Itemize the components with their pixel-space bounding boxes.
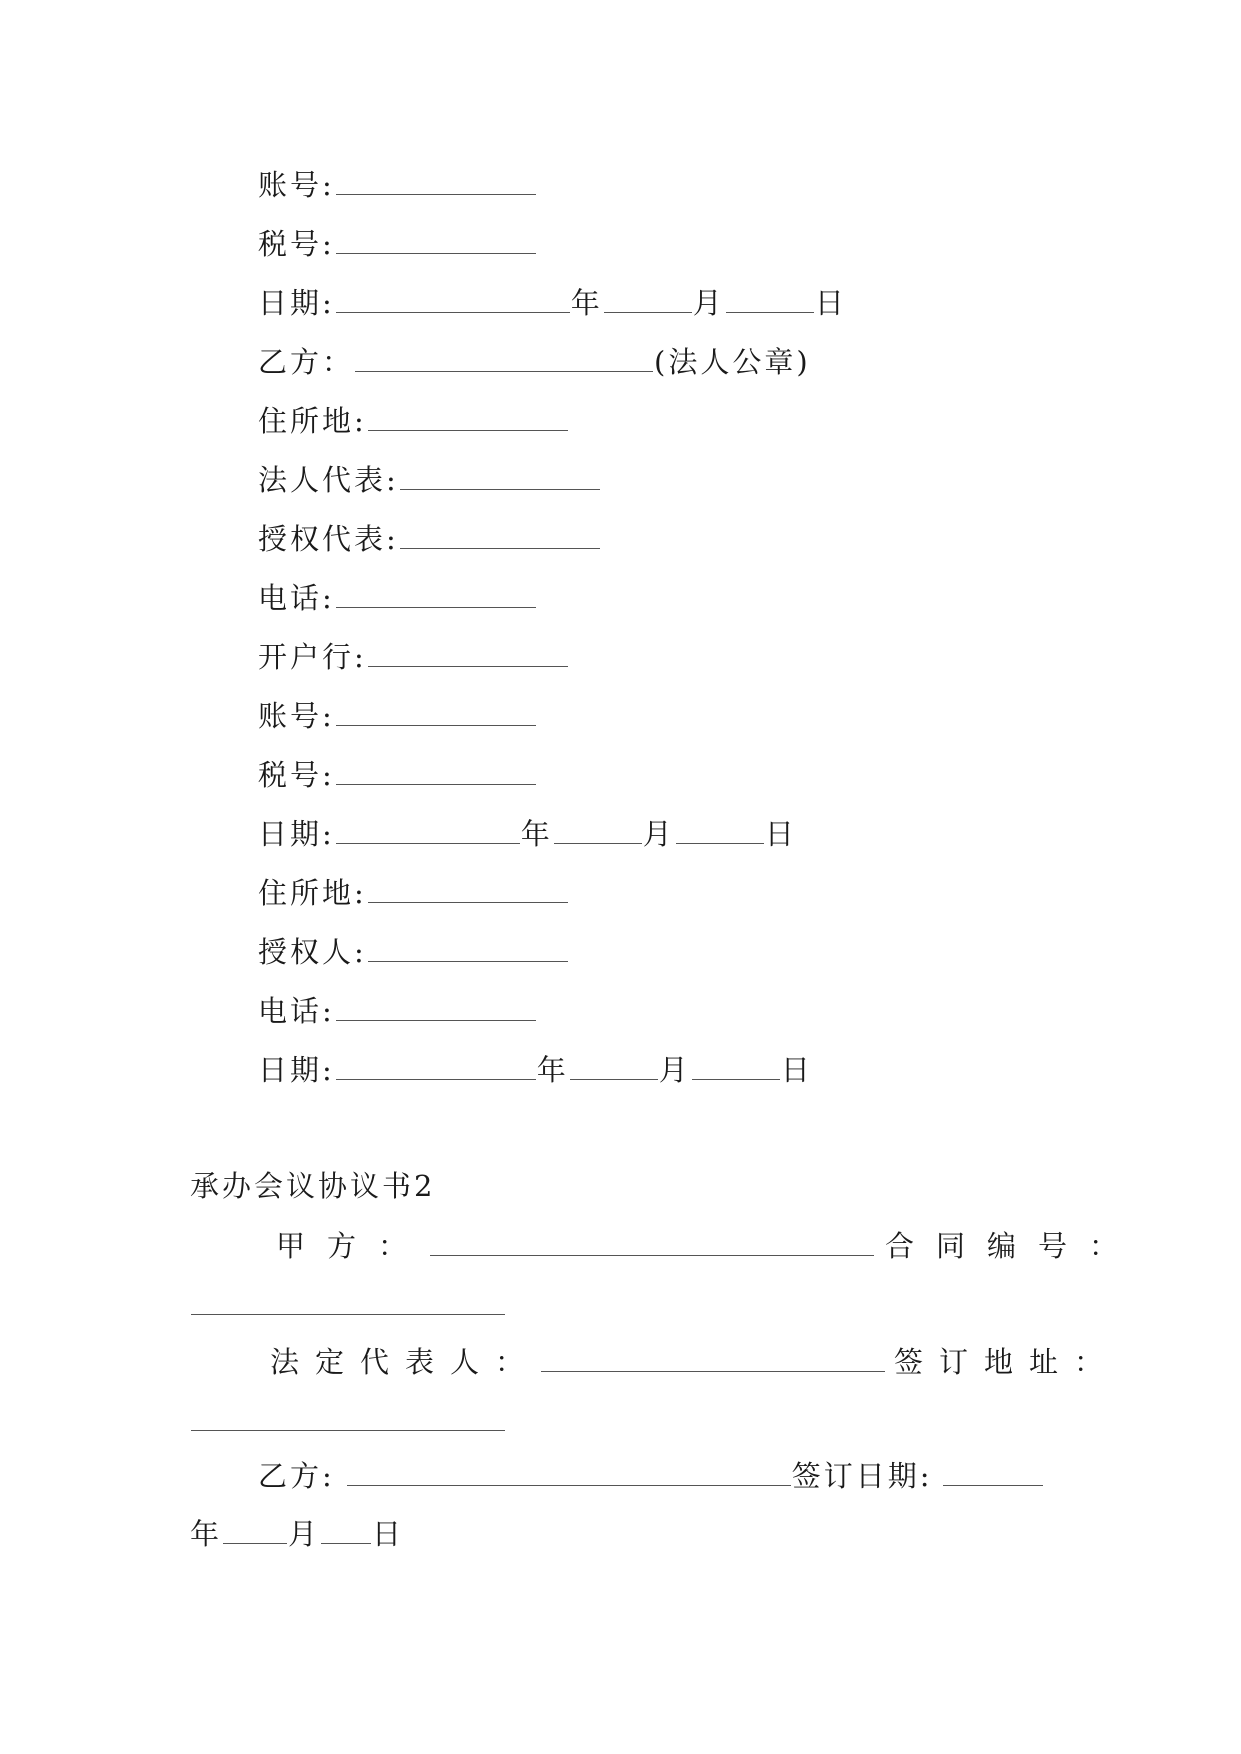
phone-label: 电话: (258, 581, 335, 615)
party-a-date-row (258, 283, 847, 323)
party-b-label: 乙方： (258, 345, 355, 379)
day-blank[interactable] (321, 1517, 371, 1544)
address-blank[interactable] (368, 876, 568, 903)
phone-blank[interactable] (336, 994, 536, 1021)
party-b-row (258, 342, 811, 382)
authorizer-blank[interactable] (368, 935, 568, 962)
phone-label: 电话: (258, 994, 335, 1028)
legal-rep-blank[interactable] (400, 463, 600, 490)
party-b-blank[interactable] (355, 345, 653, 372)
authorizer-row (258, 932, 569, 972)
year-blank[interactable] (336, 817, 520, 844)
year-label: 年 (570, 286, 603, 320)
month-blank[interactable] (570, 1053, 658, 1080)
account-blank[interactable] (336, 168, 536, 195)
party-b-account-row (258, 696, 537, 736)
authorized-address-row (258, 873, 569, 913)
auth-rep-label: 授权代表: (258, 522, 399, 556)
day-label: 日 (814, 286, 847, 320)
legal-rep-label: 法定代表人： (270, 1345, 541, 1379)
party-a-label: 甲方： (276, 1229, 430, 1263)
year-label: 年 (190, 1517, 223, 1551)
authorized-phone-row (258, 991, 537, 1031)
month-label: 月 (658, 1053, 691, 1087)
seal-note: (法人公章) (654, 345, 811, 379)
month-blank[interactable] (554, 817, 642, 844)
sign-place-blank[interactable] (191, 1404, 505, 1431)
sign-place-label: 签订地址： (894, 1345, 1120, 1379)
legal-rep-blank[interactable] (541, 1345, 885, 1372)
day-label: 日 (372, 1517, 405, 1551)
auth-rep-blank[interactable] (400, 522, 600, 549)
account-label: 账号: (258, 699, 335, 733)
year-label: 年 (520, 817, 553, 851)
party-a-account-row (258, 165, 537, 205)
contract-no-blank[interactable] (191, 1288, 505, 1315)
day-blank[interactable] (726, 286, 814, 313)
party-b-phone-row (258, 578, 537, 618)
year-label: 年 (536, 1053, 569, 1087)
party-b-date-row (258, 814, 797, 854)
agreement-party-b-row (258, 1456, 1044, 1496)
year-blank[interactable] (336, 286, 570, 313)
month-label: 月 (642, 817, 675, 851)
contract-no-label: 合同编号： (885, 1229, 1141, 1263)
day-blank[interactable] (676, 817, 764, 844)
month-blank[interactable] (223, 1517, 287, 1544)
address-label: 住所地: (258, 876, 367, 910)
tax-label: 税号: (258, 227, 335, 261)
legal-rep-row (270, 1342, 1119, 1382)
address-blank[interactable] (368, 404, 568, 431)
party-b-tax-row (258, 755, 537, 795)
date-label: 日期: (258, 817, 335, 851)
tax-label: 税号: (258, 758, 335, 792)
month-blank[interactable] (604, 286, 692, 313)
day-blank[interactable] (692, 1053, 780, 1080)
party-a-tax-row (258, 224, 537, 264)
party-b-legal-rep-row (258, 460, 601, 500)
sign-date-row (190, 1514, 404, 1554)
party-a-blank[interactable] (430, 1229, 874, 1256)
authorizer-label: 授权人: (258, 935, 367, 969)
year-blank[interactable] (336, 1053, 536, 1080)
date-label: 日期: (258, 286, 335, 320)
day-label: 日 (764, 817, 797, 851)
tax-blank[interactable] (336, 758, 536, 785)
day-label: 日 (780, 1053, 813, 1087)
address-label: 住所地: (258, 404, 367, 438)
account-blank[interactable] (336, 699, 536, 726)
party-b-bank-row (258, 637, 569, 677)
party-b-auth-rep-row (258, 519, 601, 559)
agreement-title: 承办会议协议书2 (190, 1169, 436, 1203)
account-label: 账号: (258, 168, 335, 202)
sign-year-blank[interactable] (943, 1459, 1043, 1486)
agreement-party-a-row (276, 1226, 1140, 1266)
bank-label: 开户行: (258, 640, 367, 674)
month-label: 月 (692, 286, 725, 320)
phone-blank[interactable] (336, 581, 536, 608)
party-b-label: 乙方: (258, 1459, 335, 1493)
legal-rep-label: 法人代表: (258, 463, 399, 497)
tax-blank[interactable] (336, 227, 536, 254)
sign-place-row (190, 1401, 506, 1441)
party-b-address-row (258, 401, 569, 441)
date-label: 日期: (258, 1053, 335, 1087)
contract-no-row (190, 1285, 506, 1325)
authorized-date-row (258, 1050, 813, 1090)
month-label: 月 (288, 1517, 321, 1551)
bank-blank[interactable] (368, 640, 568, 667)
party-b-blank[interactable] (347, 1459, 791, 1486)
sign-date-label: 签订日期: (791, 1459, 933, 1493)
